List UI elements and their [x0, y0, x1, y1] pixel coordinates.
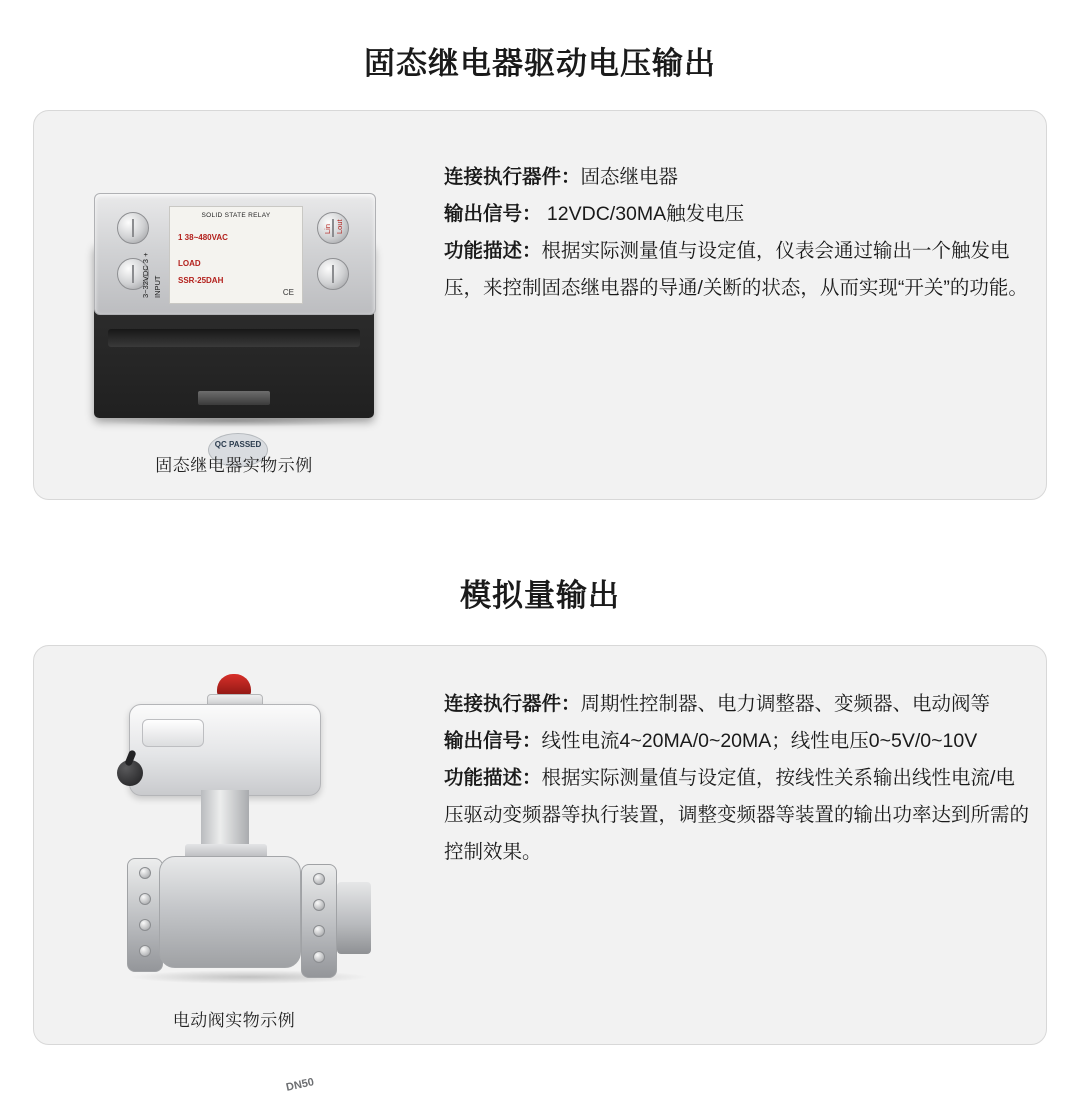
qc-passed-stamp: QC PASSED: [208, 433, 268, 467]
spec-value: 根据实际测量值与设定值，按线性关系输出线性电流/电压驱动变频器等执行装置，调整变频器等装置的输出功率达到所需的控制效果。: [444, 767, 1030, 863]
relay-side-lout-text: Lout: [335, 219, 344, 234]
relay-spec-list: [444, 159, 1029, 307]
spec-label: 功能描述：: [444, 240, 542, 262]
valve-bolt: [313, 899, 325, 911]
relay-side-input-text: INPUT: [153, 275, 162, 298]
valve-size-tag: DN50: [285, 1076, 316, 1094]
card-analog-output: [33, 645, 1047, 1094]
card-relay: [33, 110, 1047, 500]
relay-nameplate: [169, 206, 303, 304]
valve-bolt: [139, 893, 151, 905]
relay-clip: [198, 391, 270, 405]
analog-output-spec-list: [444, 686, 1034, 871]
solid-state-relay-illustration: [84, 171, 384, 449]
spec-value: 12VDC/30MA触发电压: [541, 203, 745, 225]
relay-nameplate-model: SSR-25DAH: [178, 276, 224, 285]
valve-flange-right: [301, 864, 337, 978]
spec-label: 连接执行器件：: [444, 166, 581, 188]
valve-bolt: [313, 925, 325, 937]
spec-label: 输出信号：: [444, 730, 542, 752]
relay-nameplate-load: LOAD: [178, 259, 201, 268]
section-title-analog-output: 模拟量输出: [460, 578, 620, 613]
relay-screw: [317, 212, 349, 244]
relay-nameplate-input: 1 38~480VAC: [178, 233, 228, 242]
spec-value: 根据实际测量值与设定值，仪表会通过输出一个触发电压，来控制固态继电器的导通/关断的状态，从而实现“开关”的功能。: [444, 240, 1028, 299]
valve-bolt: [313, 951, 325, 963]
section-title-relay: 固态继电器驱动电压输出: [364, 46, 716, 81]
spec-label: 功能描述：: [444, 767, 542, 789]
valve-bolt: [139, 867, 151, 879]
valve-indicator-cap: [217, 674, 251, 696]
valve-media: [34, 646, 434, 1094]
valve-actuator-housing: [129, 704, 321, 796]
valve-stem: [201, 790, 249, 850]
valve-bolt: [139, 919, 151, 931]
relay-image-caption: 固态继电器实物示例: [155, 456, 313, 475]
valve-image-caption: 电动阀实物示例: [172, 1011, 296, 1030]
spec-row: [444, 159, 1029, 196]
relay-side-lin-text: Lin: [323, 223, 332, 234]
valve-outlet-pipe: [337, 882, 371, 954]
spec-row: [444, 723, 1034, 760]
valve-bolt: [139, 945, 151, 957]
relay-screw: [317, 258, 349, 290]
spec-label: 连接执行器件：: [444, 693, 581, 715]
valve-flange-left: [127, 858, 163, 972]
spec-row: [444, 686, 1034, 723]
relay-cover: [94, 193, 376, 315]
spec-label: 输出信号：: [444, 203, 542, 225]
relay-side-dc-text: 3~32VDC 3 +: [141, 252, 150, 298]
relay-screw: [117, 212, 149, 244]
relay-media: [34, 111, 434, 499]
relay-nameplate-title: SOLID STATE RELAY: [201, 212, 271, 219]
valve-bolt: [313, 873, 325, 885]
spec-row: [444, 760, 1034, 871]
ce-mark-icon: CE: [282, 288, 294, 297]
spec-value: 周期性控制器、电力调整器、变频器、电动阀等: [580, 693, 991, 715]
spec-row: [444, 196, 1029, 233]
spec-row: [444, 233, 1029, 307]
valve-selector-knob: [117, 760, 143, 786]
spec-value: 线性电流4~20MA/0~20MA；线性电压0~5V/0~10V: [541, 730, 978, 752]
spec-value: 固态继电器: [580, 166, 679, 188]
